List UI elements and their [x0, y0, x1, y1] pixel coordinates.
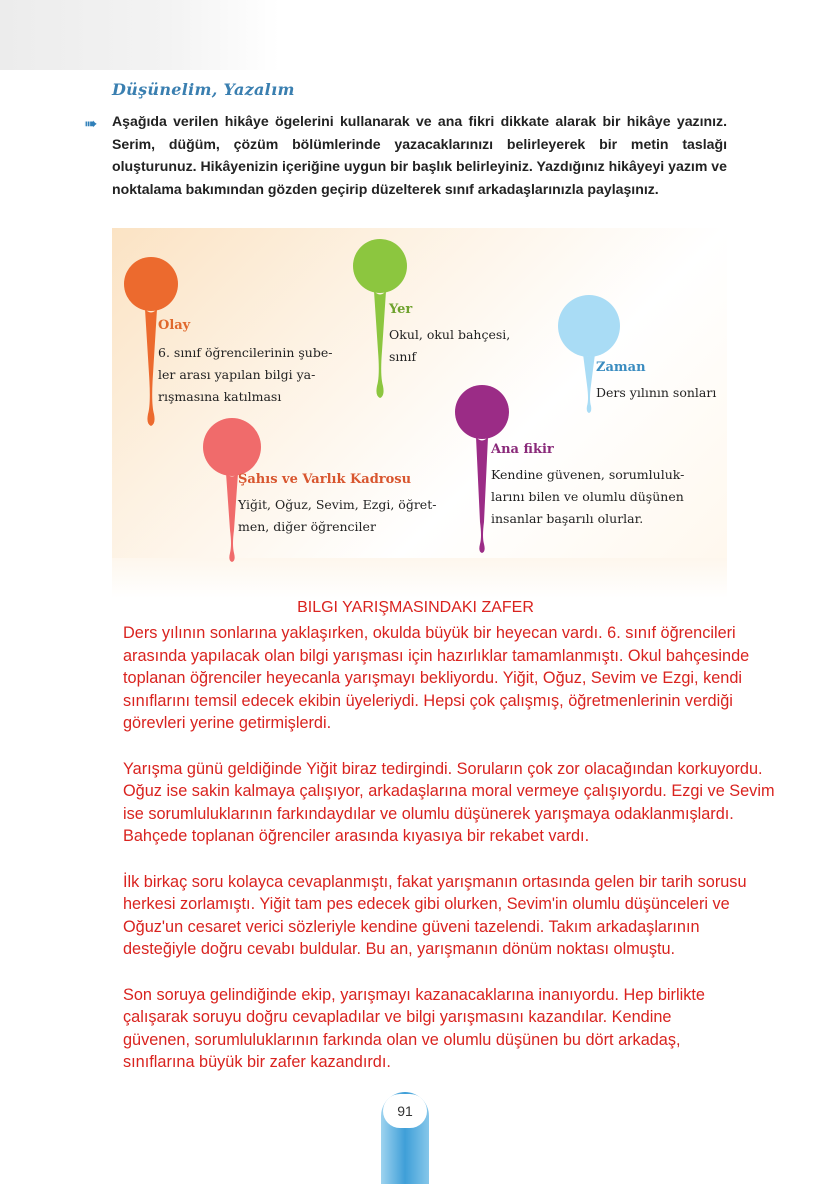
- story-line: desteğiyle doğru cevabı buldular. Bu an, yarışmanın dönüm noktası olmuştu.: [123, 940, 676, 959]
- drop-head: [455, 385, 509, 439]
- drop-head: [353, 239, 407, 293]
- story-line: Son soruya gelindiğinde ekip, yarışmayı kazanacaklarına inanıyordu. Hep birlikte: [123, 985, 705, 1004]
- story-paragraph: [123, 622, 823, 735]
- yer-label: Yer: [389, 302, 413, 317]
- zaman-line: Ders yılının sonları: [596, 385, 717, 400]
- anafikir-line: Kendine güvenen, sorumluluk-: [491, 467, 685, 482]
- drop-stem: [145, 309, 157, 426]
- drop-stem: [476, 437, 488, 553]
- olay-text: [158, 342, 333, 408]
- olay-line: 6. sınıf öğrencilerinin şube-: [158, 345, 333, 360]
- instruction-arrow-icon: ➠: [84, 114, 98, 133]
- story-line: arasında yapılacak olan bilgi yarışması için hazırlıklar tamamlanmıştı. Okul bahçesinde: [123, 646, 750, 665]
- olay-line: ler arası yapılan bilgi ya-: [158, 367, 316, 382]
- instructions-text: Aşağıda verilen hikâye ögelerini kullanarak ve ana fikri dikkate alarak bir hikâye yazınız. Serim, düğüm, çözüm bölümlerinde yazacaklarınızı belirleyerek bir metin taslağı oluşturunuz. Hikâyenizin içeriğine uygun bir başlık belirleyiniz. Yazdığınız hikâyeyi yazım ve noktalama bakımından gözden geçirip düzelterek sınıf arkadaşlarınızla paylaşınız.: [112, 113, 727, 197]
- story-body: [123, 622, 823, 1096]
- story-line: sınıflarını temsil edecek ekibin üyeleriydi. Hepsi çok çalışmış, öğretmenlerinin verdiği: [123, 691, 733, 710]
- story-line: Ders yılının sonlarına yaklaşırken, okulda büyük bir heyecan vardı. 6. sınıf öğrencileri: [123, 624, 736, 642]
- yer-line: sınıf: [389, 349, 417, 364]
- drop-stem: [226, 473, 238, 562]
- story-title: BILGI YARIŞMASINDAKI ZAFER: [297, 599, 534, 616]
- drop-head: [203, 418, 261, 476]
- drop-stem: [583, 354, 595, 413]
- story-line: Oğuz'un cesaret verici sözleriyle kendine güveni tazelendi. Takım arkadaşlarının: [123, 917, 700, 936]
- drop-stem: [374, 291, 386, 398]
- story-paragraph: [123, 984, 823, 1074]
- story-line: İlk birkaç soru kolayca cevaplanmıştı, fakat yarışmanın ortasında gelen bir tarih sorusu: [123, 872, 747, 891]
- story-paragraph: [123, 758, 823, 848]
- page-number: 91: [383, 1094, 427, 1128]
- sahis-line: Yiğit, Oğuz, Sevim, Ezgi, öğret-: [238, 497, 437, 512]
- story-paragraph: [123, 871, 823, 961]
- anafikir-text: [491, 464, 691, 530]
- anafikir-line: insanlar başarılı olurlar.: [491, 511, 644, 526]
- sahis-line: men, diğer öğrenciler: [238, 519, 376, 534]
- story-line: Bahçede toplanan öğrenciler arasında kıyasıya bir rekabet vardı.: [123, 827, 590, 846]
- story-line: Yarışma günü geldiğinde Yiğit biraz tedirgindi. Soruların çok zor olacağından korkuyordu.: [123, 759, 763, 778]
- story-line: ise sorumluluklarının farkındaydılar ve olumlu düşünerek yarışmaya odaklanmışlardı.: [123, 804, 734, 823]
- olay-label: Olay: [158, 318, 191, 333]
- drop-head: [558, 295, 620, 357]
- story-line: herkesi zorlamıştı. Yiğit tam pes edecek gibi olurken, Sevim'in olumlu düşünceleri ve: [123, 895, 730, 914]
- olay-line: rışmasına katılması: [158, 389, 282, 404]
- story-line: Oğuz ise sakin kalmaya çalışıyor, arkadaşlarına moral vermeye çalışıyordu. Ezgi ve Sevim: [123, 782, 775, 801]
- zaman-text: [596, 382, 736, 404]
- sahis-drop-icon: [200, 415, 270, 565]
- story-line: toplanan öğrenciler heyecanla yarışmayı bekliyordu. Yiğit, Oğuz, Sevim ve Ezgi, kendi: [123, 669, 743, 688]
- yer-drop-icon: [348, 236, 418, 406]
- story-line: güvenen, sorumluluklarının farkında olan ve olumlu düşünen bu dört arkadaş,: [123, 1030, 681, 1049]
- anafikir-label: Ana fikir: [491, 442, 554, 457]
- drop-head: [124, 257, 178, 311]
- yer-text: [389, 324, 519, 368]
- zaman-label: Zaman: [596, 360, 646, 375]
- sahis-text: [238, 494, 448, 538]
- story-line: sınıflarına büyük bir zafer kazandırdı.: [123, 1053, 391, 1072]
- yer-line: Okul, okul bahçesi,: [389, 327, 511, 342]
- page-corner-shade: [0, 0, 280, 70]
- sahis-label: Şahıs ve Varlık Kadrosu: [238, 472, 412, 487]
- section-title: Düşünelim, Yazalım: [112, 80, 295, 99]
- story-line: görevleri yerine getirmişlerdi.: [123, 714, 332, 733]
- anafikir-line: larını bilen ve olumlu düşünen: [491, 489, 684, 504]
- story-line: çalışarak soruyu doğru cevapladılar ve bilgi yarışmasını kazandılar. Kendine: [123, 1008, 672, 1027]
